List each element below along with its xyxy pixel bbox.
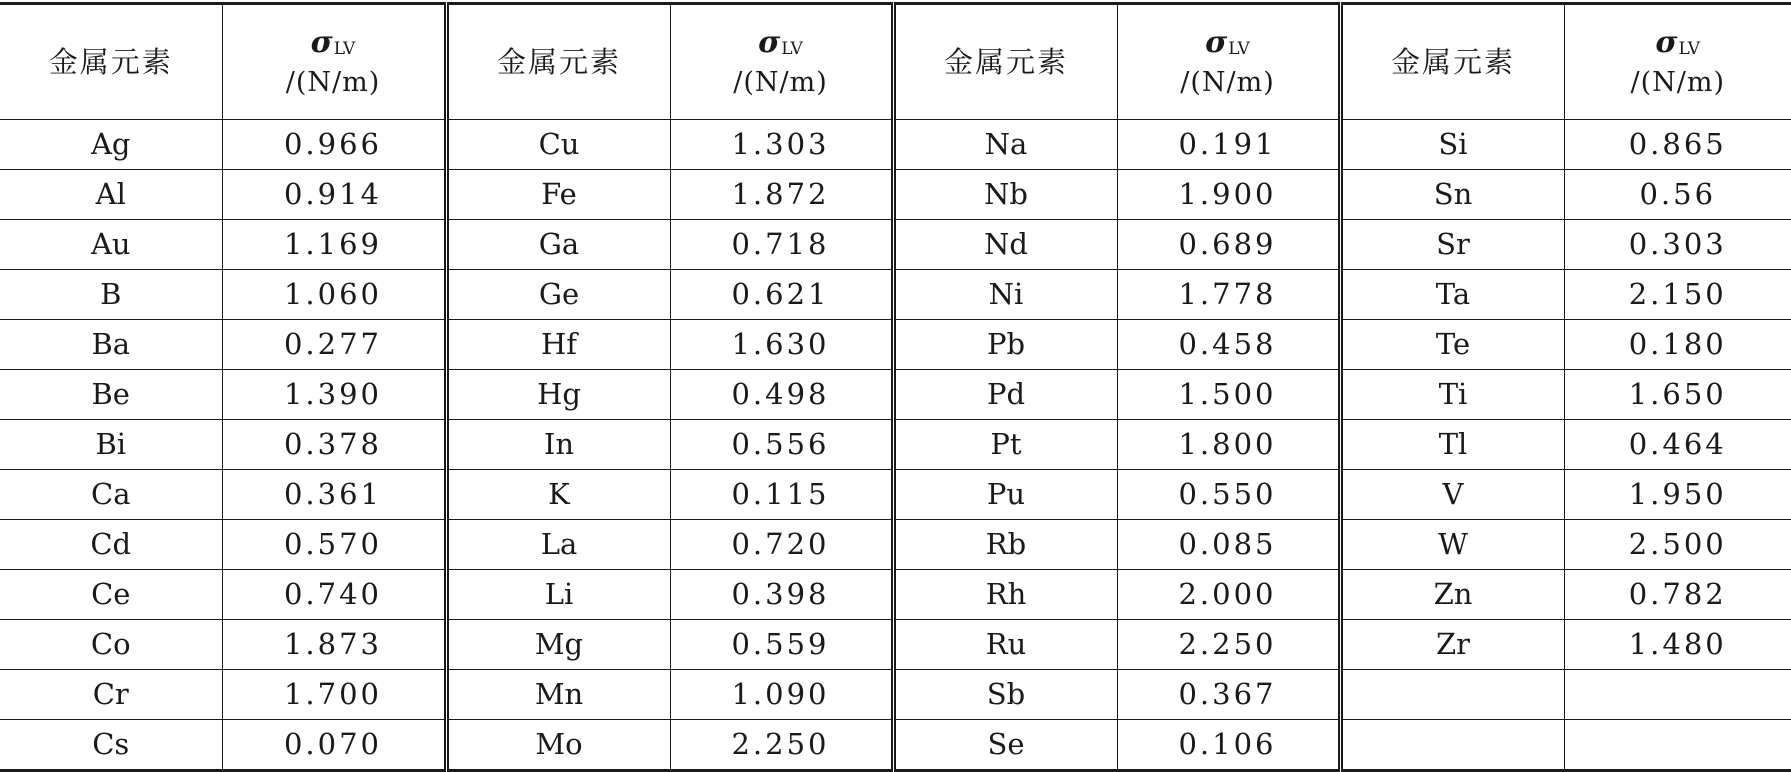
element-cell: Pu: [893, 470, 1117, 520]
element-cell: B: [0, 270, 222, 320]
surface-tension-value-cell: 0.782: [1564, 570, 1791, 620]
sigma-subscript: LV: [1679, 39, 1701, 59]
header-element-col-2: [446, 4, 670, 120]
element-cell: Pb: [893, 320, 1117, 370]
element-cell: Pt: [893, 420, 1117, 470]
element-cell: Ag: [0, 120, 222, 170]
surface-tension-value-cell: [1564, 720, 1791, 771]
element-cell: Ni: [893, 270, 1117, 320]
element-cell: Si: [1340, 120, 1564, 170]
element-cell: Mn: [446, 670, 670, 720]
element-cell: Fe: [446, 170, 670, 220]
surface-tension-value-cell: [1564, 670, 1791, 720]
unit-label: /(N/m): [223, 67, 444, 99]
element-cell: Tl: [1340, 420, 1564, 470]
element-cell: V: [1340, 470, 1564, 520]
element-cell: Mg: [446, 620, 670, 670]
element-cell: Ge: [446, 270, 670, 320]
sigma-symbol: σ: [1655, 25, 1677, 60]
surface-tension-value-cell: 0.398: [670, 570, 893, 620]
element-cell: Ti: [1340, 370, 1564, 420]
surface-tension-value-cell: 0.458: [1117, 320, 1340, 370]
table-row: [0, 670, 1791, 720]
surface-tension-value-cell: 0.180: [1564, 320, 1791, 370]
surface-tension-value-cell: 0.966: [222, 120, 446, 170]
table-row: [0, 420, 1791, 470]
header-element-col-4: [1340, 4, 1564, 120]
surface-tension-value-cell: 0.361: [222, 470, 446, 520]
surface-tension-table-container: [0, 2, 1791, 763]
surface-tension-value-cell: 0.718: [670, 220, 893, 270]
element-cell: Ga: [446, 220, 670, 270]
sigma-symbol: σ: [311, 25, 333, 60]
element-cell: Ba: [0, 320, 222, 370]
surface-tension-value-cell: 0.740: [222, 570, 446, 620]
unit-label: /(N/m): [671, 67, 891, 99]
table-body: [0, 4, 1791, 771]
element-cell: Zr: [1340, 620, 1564, 670]
unit-label: /(N/m): [1565, 67, 1791, 99]
surface-tension-value-cell: 0.085: [1117, 520, 1340, 570]
surface-tension-value-cell: 1.950: [1564, 470, 1791, 520]
element-cell: Cd: [0, 520, 222, 570]
surface-tension-value-cell: 0.498: [670, 370, 893, 420]
header-element-label: 金属元素: [944, 45, 1068, 79]
table-row: [0, 570, 1791, 620]
element-cell: Nd: [893, 220, 1117, 270]
element-cell: Au: [0, 220, 222, 270]
table-row: [0, 720, 1791, 771]
table-row: [0, 220, 1791, 270]
surface-tension-value-cell: 0.621: [670, 270, 893, 320]
header-element-label: 金属元素: [1391, 45, 1515, 79]
header-element-label: 金属元素: [49, 45, 173, 79]
element-cell: Zn: [1340, 570, 1564, 620]
element-cell: Rb: [893, 520, 1117, 570]
header-sigma-col-1: [222, 4, 446, 120]
element-cell: W: [1340, 520, 1564, 570]
surface-tension-value-cell: 2.250: [1117, 620, 1340, 670]
table-row: [0, 470, 1791, 520]
element-cell: In: [446, 420, 670, 470]
surface-tension-value-cell: 0.559: [670, 620, 893, 670]
surface-tension-value-cell: 1.090: [670, 670, 893, 720]
surface-tension-value-cell: 0.191: [1117, 120, 1340, 170]
table-row: [0, 120, 1791, 170]
table-row: [0, 170, 1791, 220]
element-cell: [1340, 720, 1564, 771]
surface-tension-value-cell: 2.150: [1564, 270, 1791, 320]
element-cell: Se: [893, 720, 1117, 771]
surface-tension-value-cell: 0.115: [670, 470, 893, 520]
surface-tension-value-cell: 0.720: [670, 520, 893, 570]
surface-tension-value-cell: 1.480: [1564, 620, 1791, 670]
surface-tension-value-cell: 1.700: [222, 670, 446, 720]
surface-tension-value-cell: 1.060: [222, 270, 446, 320]
surface-tension-value-cell: 2.000: [1117, 570, 1340, 620]
element-cell: Ca: [0, 470, 222, 520]
surface-tension-value-cell: 1.800: [1117, 420, 1340, 470]
surface-tension-value-cell: 1.778: [1117, 270, 1340, 320]
surface-tension-value-cell: 0.550: [1117, 470, 1340, 520]
header-sigma-col-2: [670, 4, 893, 120]
surface-tension-value-cell: 2.500: [1564, 520, 1791, 570]
element-cell: Sn: [1340, 170, 1564, 220]
element-cell: Co: [0, 620, 222, 670]
surface-tension-value-cell: 1.303: [670, 120, 893, 170]
element-cell: Hf: [446, 320, 670, 370]
element-cell: Hg: [446, 370, 670, 420]
surface-tension-value-cell: 0.570: [222, 520, 446, 570]
surface-tension-value-cell: 1.873: [222, 620, 446, 670]
sigma-subscript: LV: [1228, 39, 1250, 59]
surface-tension-value-cell: 1.500: [1117, 370, 1340, 420]
surface-tension-table: [0, 2, 1791, 772]
header-element-col-1: [0, 4, 222, 120]
surface-tension-value-cell: 1.650: [1564, 370, 1791, 420]
surface-tension-value-cell: 0.556: [670, 420, 893, 470]
element-cell: Cs: [0, 720, 222, 771]
sigma-symbol: σ: [758, 25, 780, 60]
surface-tension-value-cell: 1.872: [670, 170, 893, 220]
surface-tension-value-cell: 0.914: [222, 170, 446, 220]
header-element-col-3: [893, 4, 1117, 120]
surface-tension-value-cell: 1.169: [222, 220, 446, 270]
table-row: [0, 370, 1791, 420]
surface-tension-value-cell: 1.900: [1117, 170, 1340, 220]
header-row: [0, 4, 1791, 120]
element-cell: Sr: [1340, 220, 1564, 270]
element-cell: Al: [0, 170, 222, 220]
sigma-subscript: LV: [781, 39, 803, 59]
element-cell: Na: [893, 120, 1117, 170]
element-cell: Mo: [446, 720, 670, 771]
element-cell: Rh: [893, 570, 1117, 620]
element-cell: [1340, 670, 1564, 720]
element-cell: Nb: [893, 170, 1117, 220]
header-sigma-col-4: [1564, 4, 1791, 120]
element-cell: Cr: [0, 670, 222, 720]
surface-tension-value-cell: 2.250: [670, 720, 893, 771]
element-cell: Ce: [0, 570, 222, 620]
surface-tension-value-cell: 0.378: [222, 420, 446, 470]
element-cell: Li: [446, 570, 670, 620]
element-cell: Te: [1340, 320, 1564, 370]
surface-tension-value-cell: 0.689: [1117, 220, 1340, 270]
element-cell: K: [446, 470, 670, 520]
sigma-subscript: LV: [334, 39, 356, 59]
surface-tension-value-cell: 1.630: [670, 320, 893, 370]
surface-tension-value-cell: 0.865: [1564, 120, 1791, 170]
surface-tension-value-cell: 0.070: [222, 720, 446, 771]
element-cell: Pd: [893, 370, 1117, 420]
table-row: [0, 320, 1791, 370]
surface-tension-value-cell: 0.277: [222, 320, 446, 370]
element-cell: Ru: [893, 620, 1117, 670]
element-cell: La: [446, 520, 670, 570]
element-cell: Be: [0, 370, 222, 420]
surface-tension-value-cell: 0.303: [1564, 220, 1791, 270]
surface-tension-value-cell: 0.106: [1117, 720, 1340, 771]
table-row: [0, 270, 1791, 320]
sigma-symbol: σ: [1205, 25, 1227, 60]
element-cell: Bi: [0, 420, 222, 470]
header-element-label: 金属元素: [497, 45, 621, 79]
surface-tension-value-cell: 0.56: [1564, 170, 1791, 220]
unit-label: /(N/m): [1118, 67, 1338, 99]
table-row: [0, 520, 1791, 570]
table-row: [0, 620, 1791, 670]
element-cell: Ta: [1340, 270, 1564, 320]
header-sigma-col-3: [1117, 4, 1340, 120]
element-cell: Sb: [893, 670, 1117, 720]
surface-tension-value-cell: 1.390: [222, 370, 446, 420]
surface-tension-value-cell: 0.367: [1117, 670, 1340, 720]
surface-tension-value-cell: 0.464: [1564, 420, 1791, 470]
element-cell: Cu: [446, 120, 670, 170]
